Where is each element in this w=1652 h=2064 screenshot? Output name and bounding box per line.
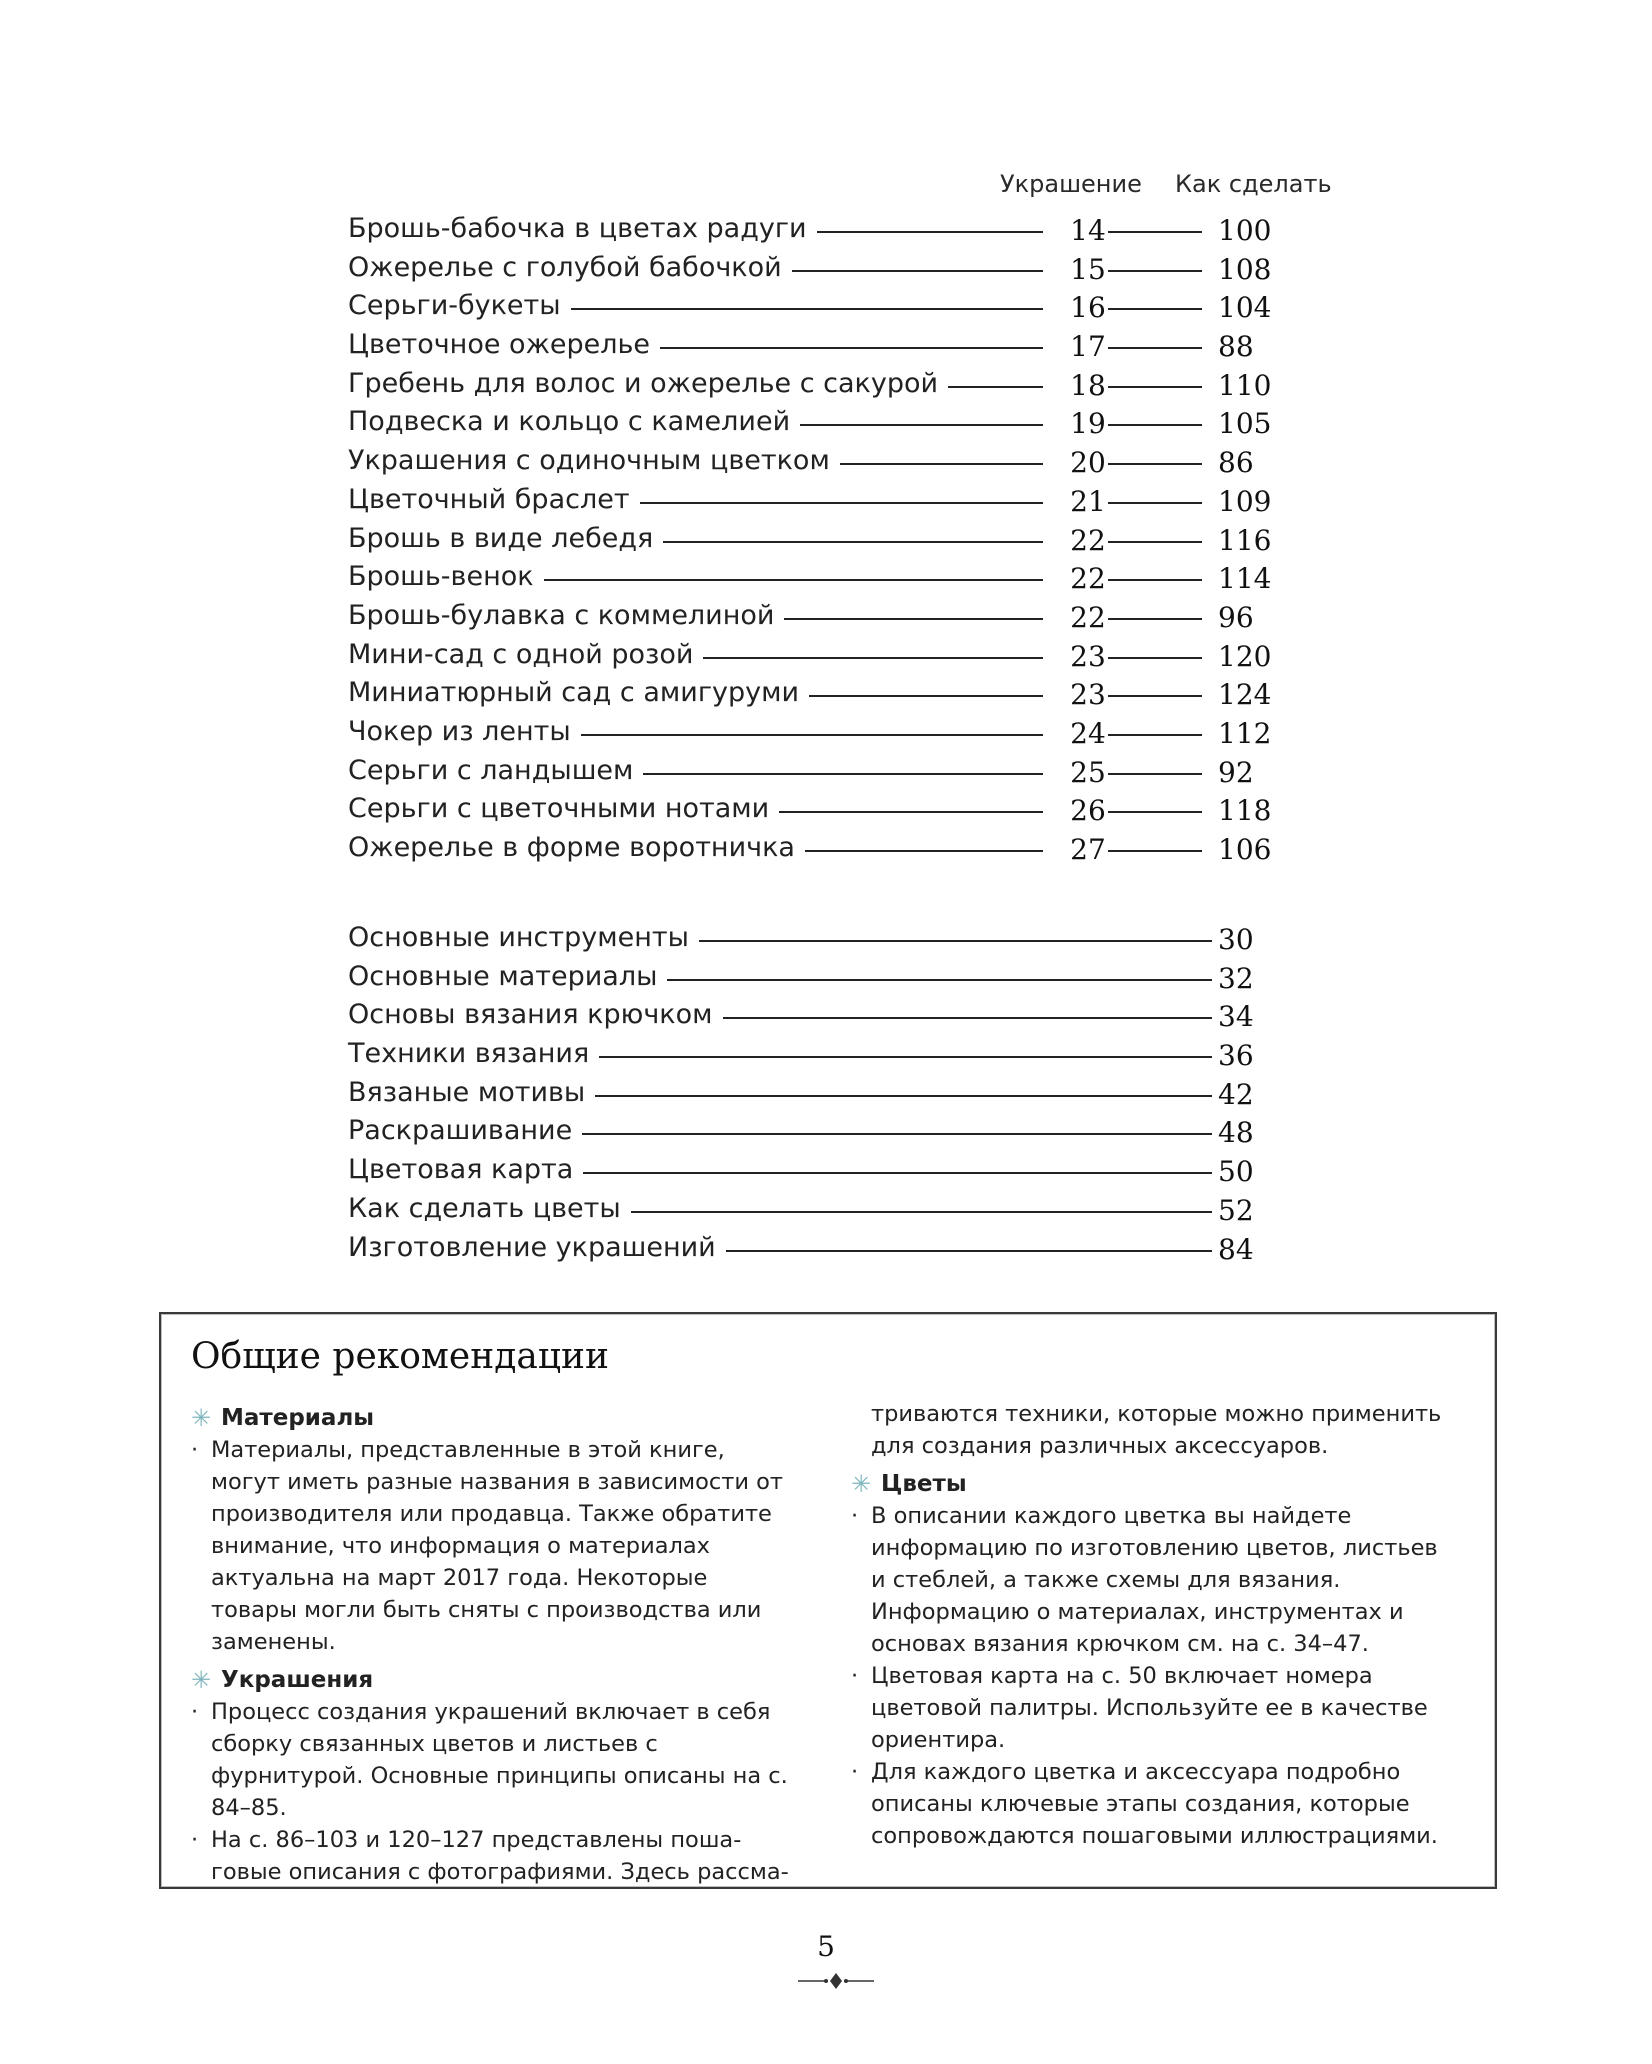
flowers-text-1: В описании каждого цветка вы найдете информацию по изготовлению цветов, листьев и стеблей, а также схемы для вязания. Информацию о материалах, инструментах и основах вязания крючком см. на с. 34–47. <box>871 1503 1438 1657</box>
toc-entry-page: 21 <box>1070 484 1106 518</box>
toc-row <box>348 1190 1308 1229</box>
leader-line <box>1108 773 1202 775</box>
toc-entry-how-page: 110 <box>1218 368 1272 402</box>
toc-entry-page: 52 <box>1218 1193 1254 1227</box>
toc-row <box>348 442 1308 481</box>
leader-line <box>1108 308 1202 310</box>
jewelry-text-1: Процесс создания украшений включает в себя сборку связанных цветов и листьев с фурнитурой. Основные принципы описаны на с. 84–85. <box>211 1699 788 1821</box>
toc-entry-page: 48 <box>1218 1116 1254 1150</box>
toc-entry-title: Раскрашивание <box>348 1112 582 1150</box>
toc-row <box>348 481 1308 520</box>
toc-entry-page: 14 <box>1070 214 1106 247</box>
toc-row <box>348 365 1308 404</box>
toc-entry-how-page: 114 <box>1218 562 1272 596</box>
leader-line <box>1108 424 1202 426</box>
toc-row <box>348 558 1308 597</box>
toc-entry-how-page: 108 <box>1218 252 1272 286</box>
toc-entry-title: Подвеска и кольцо с камелией <box>348 403 800 441</box>
materials-heading-label: Материалы <box>221 1405 375 1431</box>
toc-row <box>348 713 1308 752</box>
toc-entry-page: 26 <box>1070 794 1106 828</box>
toc-entry-title: Основные инструменты <box>348 919 699 957</box>
flowers-item-1 <box>851 1500 1451 1660</box>
toc-entry-page: 15 <box>1070 252 1106 286</box>
toc-entry-page: 32 <box>1218 961 1254 995</box>
toc-entry-how-page: 96 <box>1218 600 1254 634</box>
ornament-icon <box>796 1970 876 1992</box>
toc-entry-how-page: 118 <box>1218 794 1272 828</box>
leader-line <box>1108 657 1202 659</box>
toc-row <box>348 597 1308 636</box>
toc-entry-page: 24 <box>1070 716 1106 750</box>
toc-entry-title: Как сделать цветы <box>348 1190 631 1228</box>
leader-line <box>1108 695 1202 697</box>
toc-entry-how-page: 120 <box>1218 639 1272 673</box>
toc-entry-how-page: 116 <box>1218 523 1272 557</box>
jewelry-text-2-continued: триваются техники, которые можно применить для создания различных аксессуаров. <box>871 1401 1442 1459</box>
toc-row <box>348 829 1308 868</box>
toc-entry-title: Цветочный браслет <box>348 481 640 519</box>
flowers-item-3 <box>851 1756 1451 1852</box>
toc-entry-page: 18 <box>1070 368 1106 402</box>
toc-entry-page: 20 <box>1070 446 1106 480</box>
toc-entry-title: Брошь в виде лебедя <box>348 520 663 558</box>
recommendations-right-column <box>851 1398 1451 1852</box>
toc-header-how: Как сделать <box>1175 170 1332 198</box>
jewelry-item-1 <box>191 1696 791 1824</box>
toc-entry-page: 84 <box>1218 1232 1254 1266</box>
bullet-dot-icon: · <box>851 1503 859 1529</box>
leader-line <box>1108 231 1202 233</box>
toc-entry-title: Миниатюрный сад с амигуруми <box>348 674 809 712</box>
toc-entry-how-page: 92 <box>1218 755 1254 789</box>
toc-row <box>348 287 1308 326</box>
toc-entry-title: Ожерелье в форме воротничка <box>348 829 805 867</box>
jewelry-heading <box>191 1664 791 1696</box>
leader-line <box>1108 386 1202 388</box>
toc-entry-page: 22 <box>1070 523 1106 557</box>
toc-entry-title: Брошь-бабочка в цветах радуги <box>348 210 817 248</box>
snowflake-icon: ✳ <box>191 1404 212 1432</box>
toc-entry-how-page: 124 <box>1218 678 1272 712</box>
recommendations-left-column <box>191 1400 791 1888</box>
toc-entry-page: 42 <box>1218 1077 1254 1111</box>
toc-entry-title: Вязаные мотивы <box>348 1074 595 1112</box>
toc-entry-title: Ожерелье с голубой бабочкой <box>348 249 792 287</box>
toc-row <box>348 790 1308 829</box>
flowers-heading <box>851 1468 1451 1500</box>
recommendations-box <box>159 1312 1497 1889</box>
toc-entry-title: Техники вязания <box>348 1035 599 1073</box>
toc-entry-how-page: 106 <box>1218 833 1272 866</box>
toc-entry-title: Изготовление украшений <box>348 1229 726 1267</box>
jewelry-text-2-left: На с. 86–103 и 120–127 представлены пошаговые описания с фотографиями. Здесь рассма- <box>211 1827 789 1885</box>
toc-entry-page: 25 <box>1070 755 1106 789</box>
toc-entry-page: 27 <box>1070 833 1106 866</box>
bullet-dot-icon: · <box>191 1699 199 1725</box>
leader-line <box>1108 618 1202 620</box>
toc-row <box>348 403 1308 442</box>
toc-row <box>348 1074 1308 1113</box>
snowflake-icon: ✳ <box>191 1666 212 1694</box>
leader-line <box>1108 579 1202 581</box>
flowers-text-3: Для каждого цветка и аксессуара подробно описаны ключевые этапы создания, которые сопровождаются пошаговыми иллюстрациями. <box>871 1759 1438 1849</box>
toc-row <box>348 1112 1308 1151</box>
toc-row <box>348 919 1308 958</box>
bullet-dot-icon: · <box>191 1437 199 1463</box>
page-number: 5 <box>817 1930 835 1963</box>
toc-entry-title: Цветовая карта <box>348 1151 583 1189</box>
toc-entry-how-page: 109 <box>1218 484 1272 518</box>
flowers-item-2 <box>851 1660 1451 1756</box>
toc-row <box>348 249 1308 288</box>
leader-line <box>1108 541 1202 543</box>
snowflake-icon: ✳ <box>851 1470 872 1498</box>
toc-entry-title: Цветочное ожерелье <box>348 326 660 364</box>
toc-entry-title: Серьги с ландышем <box>348 752 643 790</box>
toc-entry-page: 30 <box>1218 923 1254 956</box>
toc-entry-page: 19 <box>1070 407 1106 441</box>
toc-entry-page: 36 <box>1218 1039 1254 1073</box>
materials-heading <box>191 1402 791 1434</box>
toc-projects <box>348 210 1308 868</box>
toc-basics <box>348 919 1308 1267</box>
toc-entry-how-page: 86 <box>1218 446 1254 480</box>
leader-line <box>1108 463 1202 465</box>
toc-entry-how-page: 105 <box>1218 407 1272 441</box>
toc-entry-page: 50 <box>1218 1155 1254 1189</box>
flowers-heading-label: Цветы <box>881 1471 967 1497</box>
toc-entry-page: 23 <box>1070 678 1106 712</box>
bullet-dot-icon: · <box>191 1827 199 1853</box>
toc-entry-page: 22 <box>1070 600 1106 634</box>
toc-entry-title: Серьги-букеты <box>348 287 571 325</box>
toc-row <box>348 326 1308 365</box>
toc-row <box>348 210 1308 249</box>
toc-row <box>348 752 1308 791</box>
toc-entry-page: 16 <box>1070 291 1106 325</box>
materials-text: Материалы, представленные в этой книге, могут иметь разные названия в зависимости от производителя или продавца. Также обратите внимание, что информация о материалах актуальна на март 2017 года. Некоторые товары могли быть сняты с производства или заменены. <box>211 1437 784 1655</box>
toc-entry-how-page: 112 <box>1218 716 1272 750</box>
toc-entry-title: Мини-сад с одной розой <box>348 636 703 674</box>
toc-entry-page: 23 <box>1070 639 1106 673</box>
toc-entry-title: Гребень для волос и ожерелье с сакурой <box>348 365 948 403</box>
toc-entry-title: Чокер из ленты <box>348 713 581 751</box>
toc-row <box>348 636 1308 675</box>
leader-line <box>1108 850 1202 852</box>
toc-column-headers <box>1000 170 1340 204</box>
materials-item <box>191 1434 791 1658</box>
toc-row <box>348 1151 1308 1190</box>
toc-entry-page: 17 <box>1070 330 1106 364</box>
toc-entry-title: Основные материалы <box>348 958 667 996</box>
recommendations-title: Общие рекомендации <box>191 1336 609 1377</box>
toc-entry-title: Брошь-венок <box>348 558 544 596</box>
toc-row <box>348 1229 1308 1268</box>
toc-entry-page: 22 <box>1070 562 1106 596</box>
leader-line <box>1108 502 1202 504</box>
leader-line <box>1108 811 1202 813</box>
toc-row <box>348 958 1308 997</box>
toc-header-ornament: Украшение <box>1000 170 1142 198</box>
toc-row <box>348 674 1308 713</box>
jewelry-heading-label: Украшения <box>221 1667 374 1693</box>
bullet-dot-icon: · <box>851 1663 859 1689</box>
toc-entry-page: 34 <box>1218 1000 1254 1034</box>
toc-entry-title: Серьги с цветочными нотами <box>348 790 779 828</box>
leader-line <box>1108 270 1202 272</box>
leader-line <box>1108 347 1202 349</box>
bullet-dot-icon: · <box>851 1759 859 1785</box>
toc-row <box>348 1035 1308 1074</box>
toc-row <box>348 996 1308 1035</box>
toc-entry-how-page: 88 <box>1218 330 1254 364</box>
toc-entry-how-page: 104 <box>1218 291 1272 325</box>
toc-entry-title: Украшения с одиночным цветком <box>348 442 840 480</box>
toc-entry-how-page: 100 <box>1218 214 1272 247</box>
toc-entry-title: Брошь-булавка с коммелиной <box>348 597 784 635</box>
leader-line <box>1108 734 1202 736</box>
toc-entry-title: Основы вязания крючком <box>348 996 723 1034</box>
toc-row <box>348 520 1308 559</box>
flowers-text-2: Цветовая карта на с. 50 включает номера цветовой палитры. Используйте ее в качестве ориентира. <box>871 1663 1428 1753</box>
jewelry-item-2 <box>191 1824 791 1888</box>
